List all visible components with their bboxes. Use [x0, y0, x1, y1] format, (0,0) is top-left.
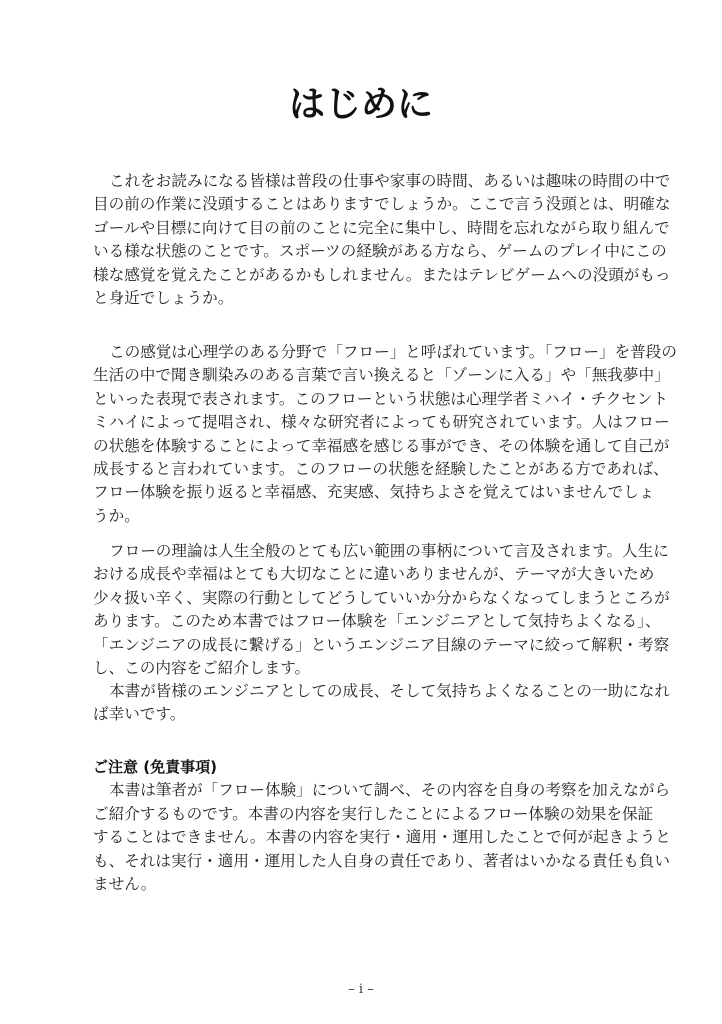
- text-line: この感覚は心理学のある分野で「フロー」と呼ばれています。「フロー」を普段の: [109, 343, 677, 361]
- text-line: することはできません。本書の内容を実行・適用・運用したことで何が起きようと: [93, 828, 671, 847]
- paragraph-flow-definition: [93, 341, 677, 528]
- text-line: フロー体験を振り返ると幸福感、充実感、気持ちよさを覚えてはいませんでしょ: [93, 483, 655, 502]
- notice-body: [93, 779, 671, 896]
- text-line: ゴールや目標に向けて目の前のことに完全に集中し、時間を忘れながら取り組んで: [93, 218, 670, 237]
- paragraph-book-theme: [93, 540, 670, 680]
- text-line: おける成長や幸福はとても大切なことに違いありませんが、テーマが大きいため: [93, 565, 655, 584]
- text-line: 様な感覚を覚えたことがあるかもしれません。またはテレビゲームへの没頭がもっ: [93, 265, 671, 284]
- text-line: 生活の中で聞き馴染みのある言葉で言い換えると「ゾーンに入る」や「無我夢中」: [93, 366, 670, 385]
- paragraph-closing: [93, 680, 670, 727]
- text-line: いる様な状態のことです。スポーツの経験がある方なら、ゲームのプレイ中にこの: [93, 242, 667, 261]
- text-line: ミハイによって提唱され、様々な研究者によっても研究されています。人はフロー: [93, 413, 670, 432]
- text-line: 本書が皆様のエンジニアとしての成長、そして気持ちよくなることの一助になれ: [109, 682, 670, 700]
- text-line: ご紹介するものです。本書の内容を実行したことによるフロー体験の効果を保証: [93, 804, 654, 823]
- text-line: これをお読みになる皆様は普段の仕事や家事の時間、あるいは趣味の時間の中で: [109, 172, 671, 190]
- page-number: – i –: [348, 982, 374, 997]
- text-line: フローの理論は人生全般のとても広い範囲の事柄について言及されます。人生に: [109, 542, 669, 560]
- text-line: ません。: [93, 874, 157, 893]
- text-line: 本書は筆者が「フロー体験」について調べ、その内容を自身の考察を加えながら: [109, 781, 671, 800]
- page-title: はじめに: [288, 84, 433, 125]
- text-line: 目の前の作業に没頭することはありますでしょうか。ここで言う没頭とは、明確な: [93, 195, 671, 214]
- notice-heading: ご注意 (免責事項): [93, 758, 217, 776]
- text-line: 成長すると言われています。このフローの状態を経験したことがある方であれば、: [93, 459, 669, 478]
- paragraph-intro: [93, 170, 671, 310]
- text-line: と身近でしょうか。: [93, 288, 234, 307]
- text-line: うか。: [93, 506, 140, 525]
- text-line: し、この内容をご紹介します。: [93, 658, 311, 677]
- text-line: といった表現で表されます。このフローという状態は心理学者ミハイ・チクセント: [93, 389, 669, 408]
- text-line: あります。このため本書ではフロー体験を「エンジニアとして気持ちよくなる」、: [93, 612, 661, 631]
- text-line: 少々扱い辛く、実際の行動としてどうしていいか分からなくなってしまうところが: [93, 588, 670, 607]
- text-line: の状態を体験することによって幸福感を感じる事ができ、その体験を通して自己が: [93, 436, 670, 455]
- text-line: も、それは実行・適用・運用した人自身の責任であり、著者はいかなる責任も負い: [93, 851, 670, 870]
- text-line: ば幸いです。: [93, 705, 186, 724]
- notice-section: [93, 756, 671, 896]
- text-line: 「エンジニアの成長に繋げる」というエンジニア目線のテーマに絞って解釈・考察: [93, 635, 670, 654]
